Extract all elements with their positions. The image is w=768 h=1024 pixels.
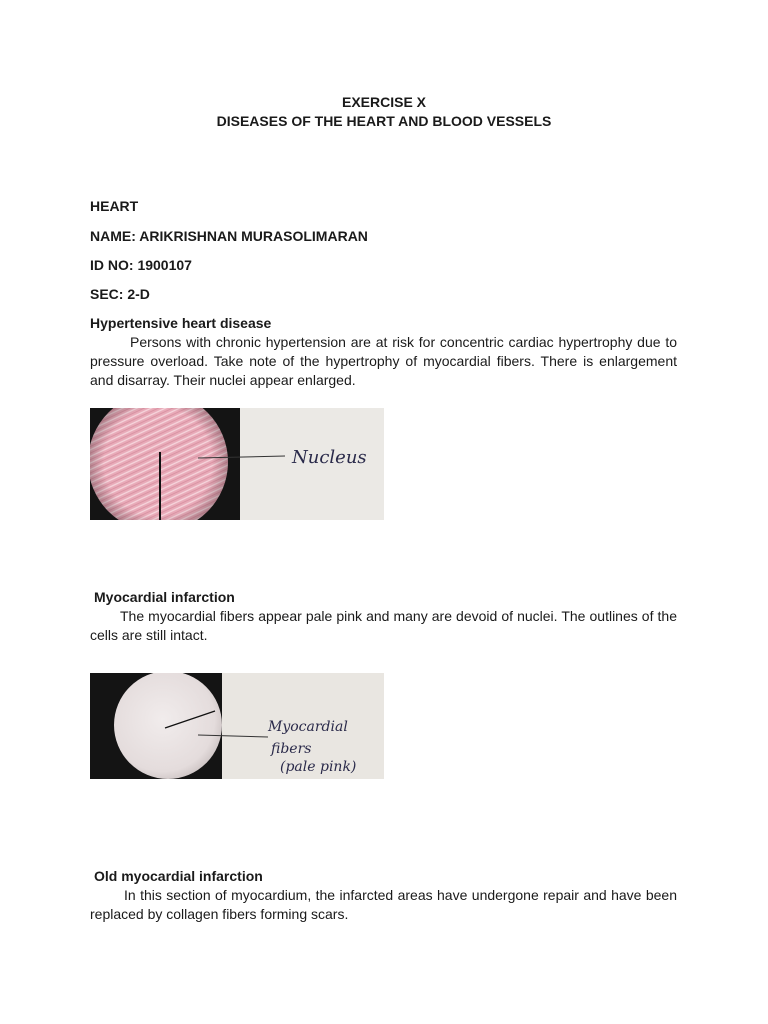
old-infarction-heading: Old myocardial infarction xyxy=(94,868,263,884)
student-id: ID NO: 1900107 xyxy=(90,257,192,273)
hypertensive-micrograph xyxy=(90,408,384,520)
tissue-field xyxy=(114,673,222,779)
infarction-text: The myocardial fibers appear pale pink and many are devoid of nuclei. The outlines of the cells are still intact. xyxy=(90,608,677,643)
nucleus-label: Nucleus xyxy=(292,447,367,468)
fibers-label: fibers xyxy=(271,741,312,757)
old-infarction-text: In this section of myocardium, the infarcted areas have undergone repair and have been replaced by collagen fibers forming scars. xyxy=(90,887,677,922)
student-section: SEC: 2-D xyxy=(90,286,150,302)
exercise-title: EXERCISE X xyxy=(341,94,427,110)
infarction-micrograph xyxy=(90,673,384,779)
hypertensive-heading: Hypertensive heart disease xyxy=(90,315,272,331)
infarction-heading: Myocardial infarction xyxy=(94,589,235,605)
hypertensive-photo xyxy=(90,408,384,520)
student-name: NAME: ARIKRISHNAN MURASOLIMARAN xyxy=(90,228,368,244)
section-title: HEART xyxy=(90,198,139,214)
hypertensive-text: Persons with chronic hypertension are at risk for concentric cardiac hypertrophy due to pressure overload. Take note of the hypertrophy of myocardial fibers. There is enlargement and disarray. Their nuclei appear enlarged. xyxy=(90,334,677,388)
document-subtitle: DISEASES OF THE HEART AND BLOOD VESSELS xyxy=(216,113,552,129)
pale-pink-label: (pale pink) xyxy=(280,759,357,775)
infarction-photo xyxy=(90,673,384,779)
myocardial-label: Myocardial xyxy=(268,719,348,735)
